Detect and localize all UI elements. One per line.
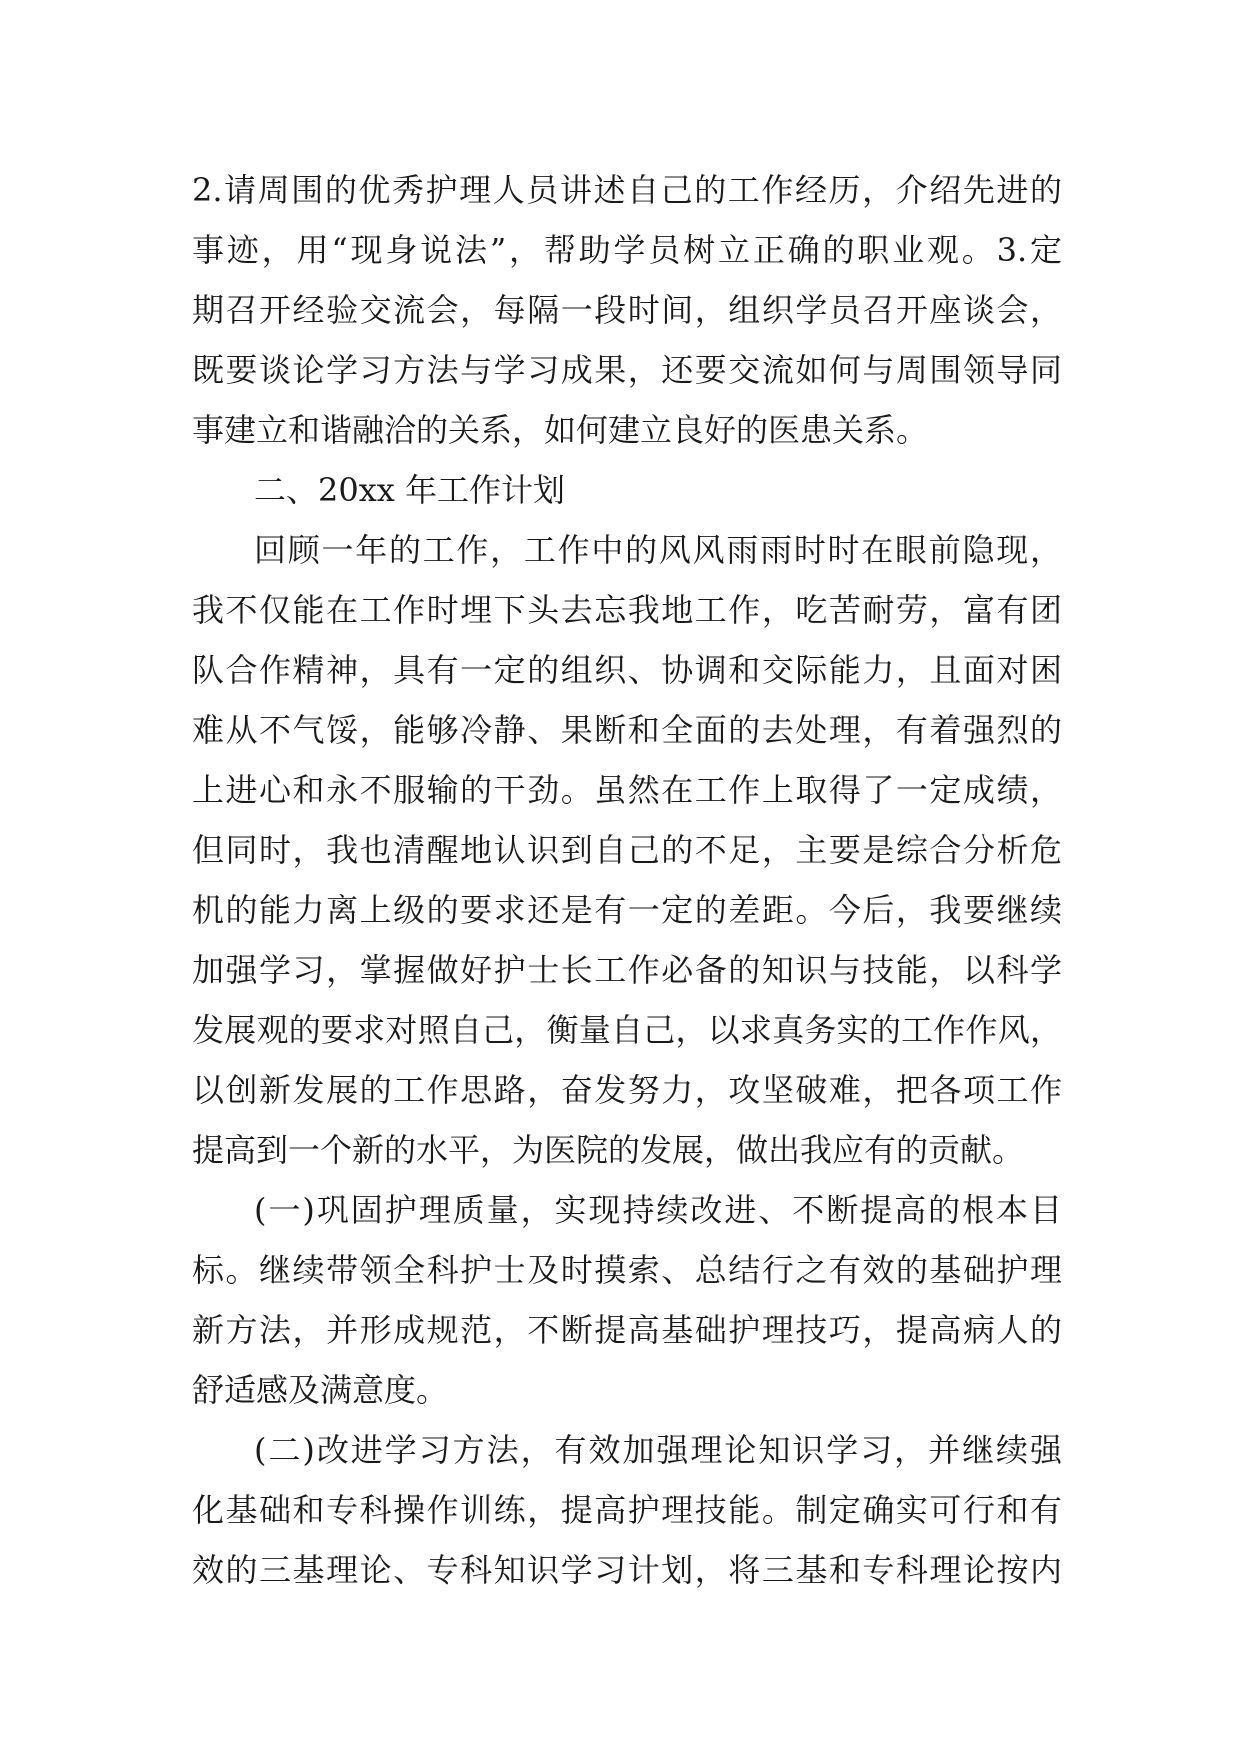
text-line: 但同时，我也清醒地认识到自己的不足，主要是综合分析危 xyxy=(192,831,1062,869)
text-line: 机的能力离上级的要求还是有一定的差距。今后，我要继续 xyxy=(192,891,1062,929)
text-line: 化基础和专科操作训练，提高护理技能。制定确实可行和有 xyxy=(192,1491,1062,1529)
text-line: 效的三基理论、专科知识学习计划，将三基和专科理论按内 xyxy=(192,1551,1062,1589)
text-line: 标。继续带领全科护士及时摸索、总结行之有效的基础护理 xyxy=(192,1251,1062,1289)
text-line: 舒适感及满意度。 xyxy=(192,1371,449,1409)
text-line: 回顾一年的工作，工作中的风风雨雨时时在眼前隐现， xyxy=(254,531,1062,569)
text-line: 我不仅能在工作时埋下头去忘我地工作，吃苦耐劳，富有团 xyxy=(192,591,1062,629)
text-line: 发展观的要求对照自己，衡量自己，以求真务实的工作作风， xyxy=(192,1011,1062,1049)
text-line: 2.请周围的优秀护理人员讲述自己的工作经历，介绍先进的 xyxy=(192,171,1062,209)
text-line: 以创新发展的工作思路，奋发努力，攻坚破难，把各项工作 xyxy=(192,1071,1062,1109)
text-line: (一)巩固护理质量，实现持续改进、不断提高的根本目 xyxy=(254,1191,1062,1229)
document-body xyxy=(192,160,1062,1600)
text-line: 既要谈论学习方法与学习成果，还要交流如何与周围领导同 xyxy=(192,351,1062,389)
text-line: 队合作精神，具有一定的组织、协调和交际能力，且面对困 xyxy=(192,651,1062,689)
text-line: 提高到一个新的水平，为医院的发展，做出我应有的贡献。 xyxy=(192,1131,1025,1169)
text-line: 期召开经验交流会，每隔一段时间，组织学员召开座谈会， xyxy=(192,291,1062,329)
section-heading: 二、20xx 年工作计划 xyxy=(254,471,565,509)
text-line: 加强学习，掌握做好护士长工作必备的知识与技能，以科学 xyxy=(192,951,1062,989)
text-line: (二)改进学习方法，有效加强理论知识学习，并继续强 xyxy=(254,1431,1062,1469)
text-line: 新方法，并形成规范，不断提高基础护理技巧，提高病人的 xyxy=(192,1311,1062,1349)
text-line: 事迹，用“现身说法”，帮助学员树立正确的职业观。3.定 xyxy=(192,231,1062,269)
text-line: 上进心和永不服输的干劲。虽然在工作上取得了一定成绩， xyxy=(192,771,1062,809)
text-line: 事建立和谐融洽的关系，如何建立良好的医患关系。 xyxy=(192,411,929,449)
text-line: 难从不气馁，能够冷静、果断和全面的去处理，有着强烈的 xyxy=(192,711,1062,749)
